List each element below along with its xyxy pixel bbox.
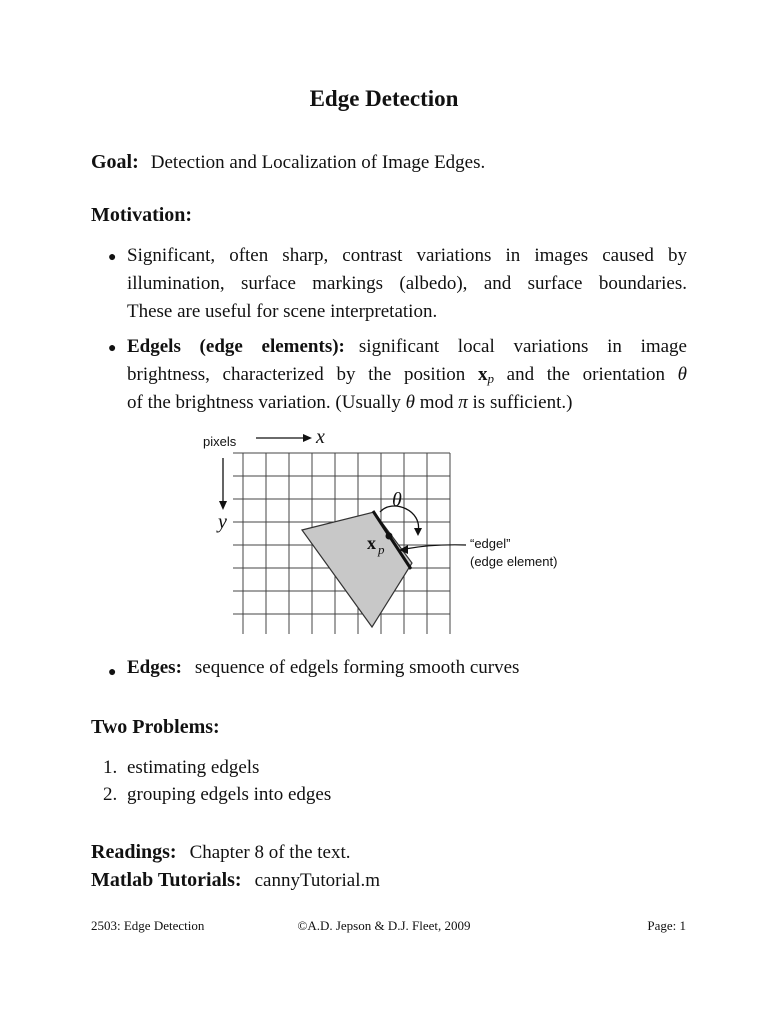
- edges-label: Edges:: [127, 657, 182, 678]
- motivation-bullet-1: [127, 242, 687, 326]
- readings-label: Readings:: [91, 841, 177, 863]
- matlab-line: [91, 869, 380, 892]
- x-axis-arrowhead: [303, 434, 312, 442]
- edgel-line-2: [127, 361, 687, 389]
- y-axis-arrowhead: [219, 501, 227, 510]
- theta-symbol: θ: [677, 364, 688, 385]
- two-problems-heading: Two Problems:: [91, 716, 220, 738]
- mod-text: mod: [419, 392, 454, 413]
- edgel-line1-text: significant local variations in image: [358, 336, 687, 357]
- edgel-line2-mid: and the orientation: [506, 364, 665, 385]
- readings-text: Chapter 8 of the text.: [189, 842, 351, 863]
- position-symbol: x: [477, 364, 488, 385]
- theta-symbol-2: θ: [405, 392, 415, 413]
- pixels-label: pixels: [203, 434, 237, 449]
- bullet-dot: ●: [108, 250, 117, 265]
- matlab-label: Matlab Tutorials:: [91, 869, 242, 891]
- edge-element-label: (edge element): [470, 554, 558, 569]
- edgel-figure: [190, 425, 590, 640]
- goal-label: Goal:: [91, 151, 139, 173]
- footer-right: Page: 1: [647, 918, 686, 933]
- readings-line: [91, 841, 351, 864]
- position-subscript: p: [487, 371, 494, 386]
- motivation-line-2: illumination, surface markings (albedo), and surface boundaries.: [127, 273, 687, 294]
- xp-subscript: p: [378, 542, 385, 557]
- theta-arc-arrowhead: [414, 528, 422, 536]
- edges-bullet: [127, 657, 519, 679]
- y-axis-label: y: [218, 511, 227, 533]
- bullet-dot: ●: [108, 665, 117, 680]
- x-axis-label: x: [316, 426, 325, 448]
- matlab-text: cannyTutorial.m: [254, 870, 381, 891]
- xp-label: x: [367, 533, 376, 553]
- edgel-line-3: [127, 389, 687, 417]
- edgel-quote-label: “edgel”: [470, 536, 511, 551]
- problem-text-1: estimating edgels: [127, 757, 260, 778]
- problem-number-1: 1.: [103, 757, 118, 778]
- theta-label: θ: [392, 489, 402, 511]
- goal-text: Detection and Localization of Image Edges.: [150, 152, 486, 173]
- pi-symbol: π: [458, 392, 468, 413]
- problem-text-2: grouping edgels into edges: [127, 784, 332, 805]
- motivation-heading: Motivation:: [91, 204, 193, 226]
- footer-center: ©A.D. Jepson & D.J. Fleet, 2009: [297, 918, 471, 933]
- edges-text: sequence of edgels forming smooth curves: [194, 657, 520, 678]
- edgel-line3-suffix: is sufficient.): [472, 392, 573, 413]
- bullet-dot: ●: [108, 341, 117, 356]
- motivation-bullet-2: [127, 333, 687, 417]
- edgel-line2-prefix: brightness, characterized by the position: [127, 364, 466, 385]
- edgel-position-dot: [386, 533, 393, 540]
- motivation-line-1: Significant, often sharp, contrast variations in images caused by: [127, 245, 687, 266]
- goal-line: [91, 151, 485, 174]
- edgel-line3-prefix: of the brightness variation. (Usually: [127, 392, 401, 413]
- page-title: Edge Detection: [309, 86, 459, 111]
- problem-number-2: 2.: [103, 784, 118, 805]
- motivation-line-3: These are useful for scene interpretation.: [127, 301, 438, 322]
- shaded-region: [302, 512, 412, 627]
- edgel-label: Edgels (edge elements):: [127, 336, 345, 357]
- edgel-line-1: [127, 333, 687, 361]
- footer-left: 2503: Edge Detection: [91, 918, 205, 933]
